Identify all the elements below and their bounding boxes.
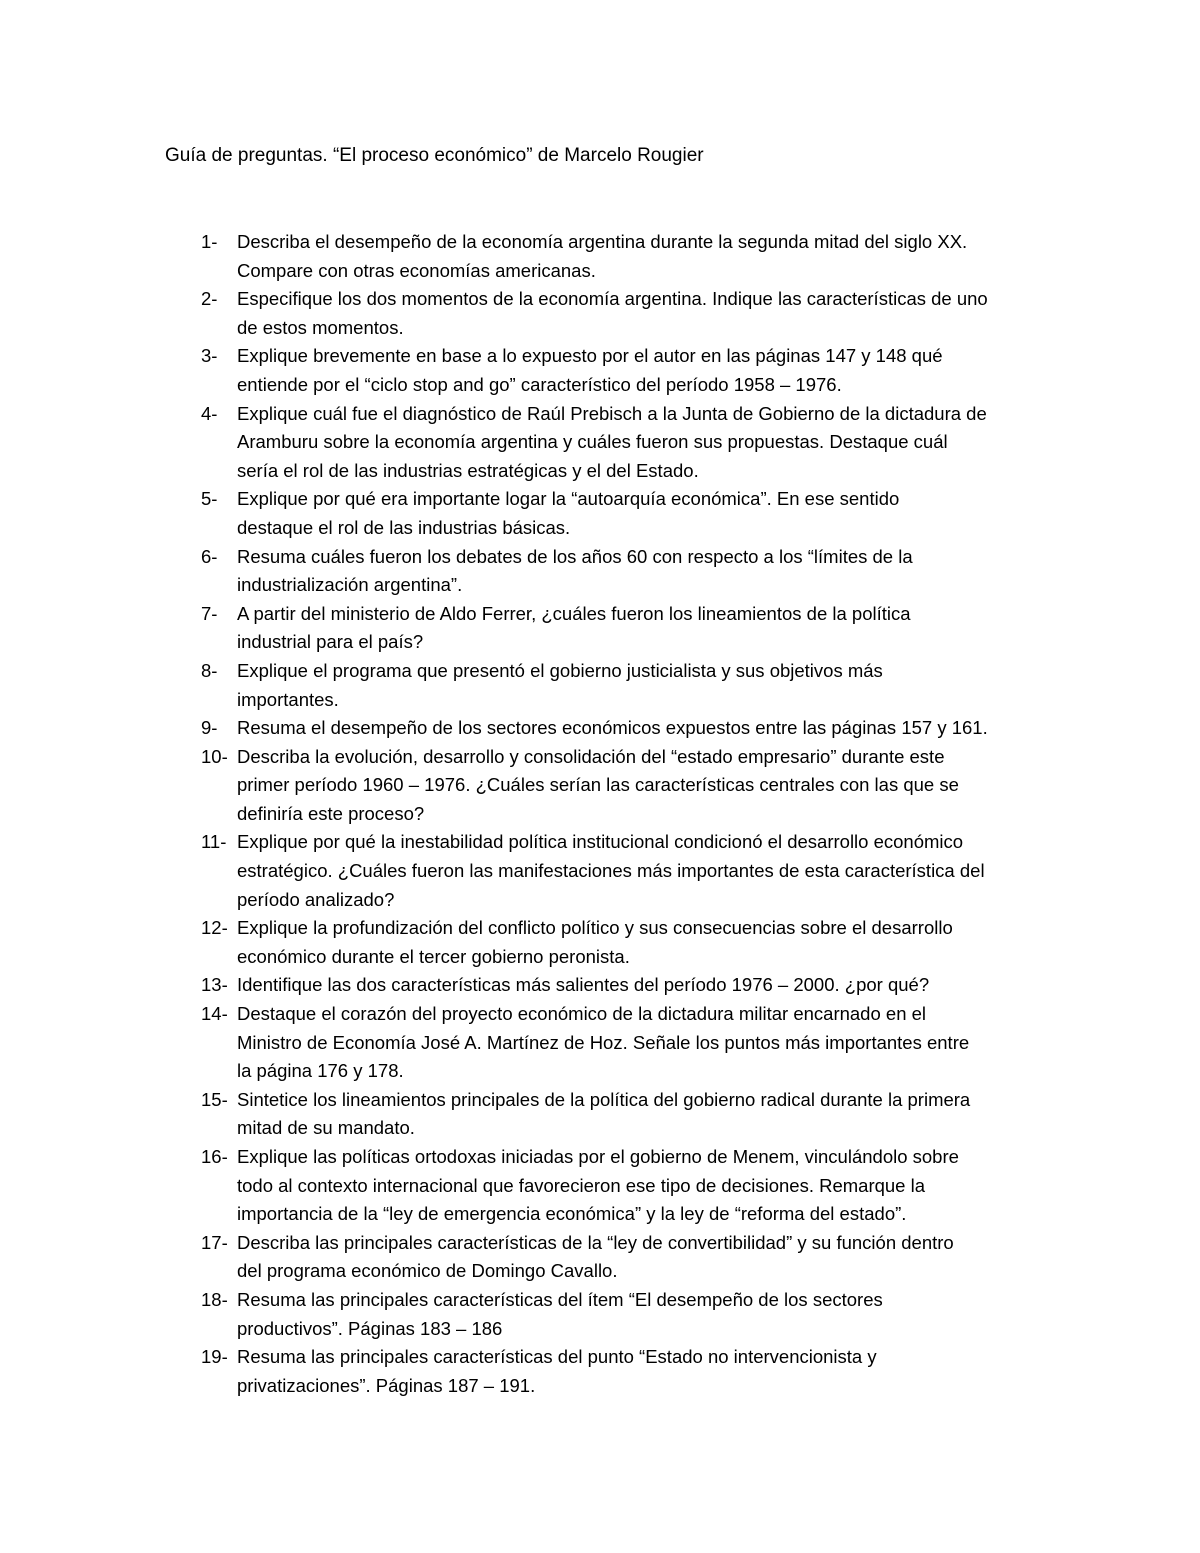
question-item xyxy=(165,1086,1045,1143)
question-text-line: Describa el desempeño de la economía argentina durante la segunda mitad del siglo XX. xyxy=(237,231,968,252)
question-text-line: destaque el rol de las industrias básicas. xyxy=(237,516,571,538)
question-text-line: Compare con otras economías americanas. xyxy=(237,259,596,281)
question-number: 6- xyxy=(201,545,218,567)
question-item xyxy=(165,914,1045,971)
question-text-line: Describa las principales características de la “ley de convertibilidad” y su función dentro xyxy=(237,1231,954,1253)
question-item xyxy=(165,1000,1045,1086)
question-number: 10- xyxy=(201,745,228,767)
question-number: 12- xyxy=(201,917,228,939)
question-item xyxy=(165,342,1045,399)
question-text-line: privatizaciones”. Páginas 187 – 191. xyxy=(237,1374,536,1396)
question-text-line: productivos”. Páginas 183 – 186 xyxy=(237,1317,503,1339)
question-text-line: mitad de su mandato. xyxy=(237,1117,415,1139)
question-text-line: definiría este proceso? xyxy=(237,802,425,824)
question-text-line: todo al contexto internacional que favorecieron ese tipo de decisiones. Remarque la xyxy=(237,1174,926,1196)
question-item xyxy=(165,657,1045,714)
question-text-line: Explique por qué la inestabilidad política institucional condicionó el desarrollo económico xyxy=(237,831,964,853)
question-number: 14- xyxy=(201,1003,228,1025)
question-number: 16- xyxy=(201,1146,228,1167)
question-text-line: Explique las políticas ortodoxas iniciadas por el gobierno de Menem, vinculándolo sobre xyxy=(237,1146,959,1167)
question-item xyxy=(165,543,1045,600)
question-text-line: importancia de la “ley de emergencia económica” y la ley de “reforma del estado”. xyxy=(237,1203,907,1225)
question-text-line: Sintetice los lineamientos principales de la política del gobierno radical durante la primera xyxy=(237,1088,971,1110)
question-item xyxy=(165,971,1045,1000)
question-text-line: industrial para el país? xyxy=(237,631,424,653)
question-number: 9- xyxy=(201,717,218,739)
question-item xyxy=(165,743,1045,829)
question-text-line: del programa económico de Domingo Cavallo. xyxy=(237,1260,618,1282)
question-item xyxy=(165,400,1045,486)
question-text-line: Describa la evolución, desarrollo y consolidación del “estado empresario” durante este xyxy=(237,745,945,767)
question-number: 15- xyxy=(201,1088,228,1110)
document-title: Guía de preguntas. “El proceso económico” de Marcelo Rougier xyxy=(165,145,704,166)
question-text-line: Resuma las principales características del punto “Estado no intervencionista y xyxy=(237,1346,877,1368)
question-number: 7- xyxy=(201,602,218,624)
question-item xyxy=(165,1143,1045,1229)
question-number: 2- xyxy=(201,288,218,310)
question-number: 18- xyxy=(201,1288,228,1310)
question-item xyxy=(165,485,1045,542)
question-number: 8- xyxy=(201,659,218,681)
question-text-line: Explique la profundización del conflicto político y sus consecuencias sobre el desarrollo xyxy=(237,917,953,939)
question-number: 5- xyxy=(201,488,218,510)
question-item xyxy=(165,228,1045,285)
question-text-line: Identifique las dos características más salientes del período 1976 – 2000. ¿por qué? xyxy=(237,974,930,996)
question-list xyxy=(165,228,1045,1400)
question-text-line: Aramburu sobre la economía argentina y cuáles fueron sus propuestas. Destaque cuál xyxy=(237,431,948,453)
question-text-line: la página 176 y 178. xyxy=(237,1060,404,1082)
question-text-line: Explique el programa que presentó el gobierno justicialista y sus objetivos más xyxy=(237,659,883,681)
question-number: 11- xyxy=(201,831,227,853)
question-text-line: Ministro de Economía José A. Martínez de Hoz. Señale los puntos más importantes entre xyxy=(237,1031,970,1053)
question-item xyxy=(165,285,1045,342)
question-text-line: de estos momentos. xyxy=(237,316,404,338)
question-item xyxy=(165,828,1045,914)
question-item xyxy=(165,1286,1045,1343)
question-item xyxy=(165,1229,1045,1286)
question-text-line: Explique por qué era importante logar la “autoarquía económica”. En ese sentido xyxy=(237,488,900,510)
question-text-line: importantes. xyxy=(237,688,339,710)
question-number: 1- xyxy=(201,231,218,252)
question-text-line: Explique brevemente en base a lo expuesto por el autor en las páginas 147 y 148 qué xyxy=(237,345,943,367)
question-text-line: Explique cuál fue el diagnóstico de Raúl Prebisch a la Junta de Gobierno de la dictadura de xyxy=(237,402,987,424)
question-text-line: estratégico. ¿Cuáles fueron las manifestaciones más importantes de esta característica del xyxy=(237,860,985,882)
question-number: 3- xyxy=(201,345,218,367)
question-text-line: Resuma cuáles fueron los debates de los años 60 con respecto a los “límites de la xyxy=(237,545,913,567)
question-text-line: sería el rol de las industrias estratégicas y el del Estado. xyxy=(237,459,699,481)
question-text-line: Resuma el desempeño de los sectores económicos expuestos entre las páginas 157 y 161. xyxy=(237,717,988,739)
question-text-line: primer período 1960 – 1976. ¿Cuáles serían las características centrales con las que se xyxy=(237,774,959,796)
question-text-line: entiende por el “ciclo stop and go” característico del período 1958 – 1976. xyxy=(237,373,842,395)
question-text-line: A partir del ministerio de Aldo Ferrer, ¿cuáles fueron los lineamientos de la política xyxy=(237,602,911,624)
question-text-line: período analizado? xyxy=(237,888,395,910)
question-number: 17- xyxy=(201,1231,228,1253)
question-item xyxy=(165,714,1045,743)
question-number: 13- xyxy=(201,974,228,996)
question-item xyxy=(165,600,1045,657)
question-text-line: económico durante el tercer gobierno peronista. xyxy=(237,945,630,967)
question-text-line: Resuma las principales características del ítem “El desempeño de los sectores xyxy=(237,1288,883,1310)
question-text-line: Destaque el corazón del proyecto económico de la dictadura militar encarnado en el xyxy=(237,1003,927,1025)
question-text-line: Especifique los dos momentos de la economía argentina. Indique las características de uno xyxy=(237,288,988,310)
question-text-line: industrialización argentina”. xyxy=(237,574,463,596)
question-number: 4- xyxy=(201,402,218,424)
question-number: 19- xyxy=(201,1346,228,1368)
question-item xyxy=(165,1343,1045,1400)
